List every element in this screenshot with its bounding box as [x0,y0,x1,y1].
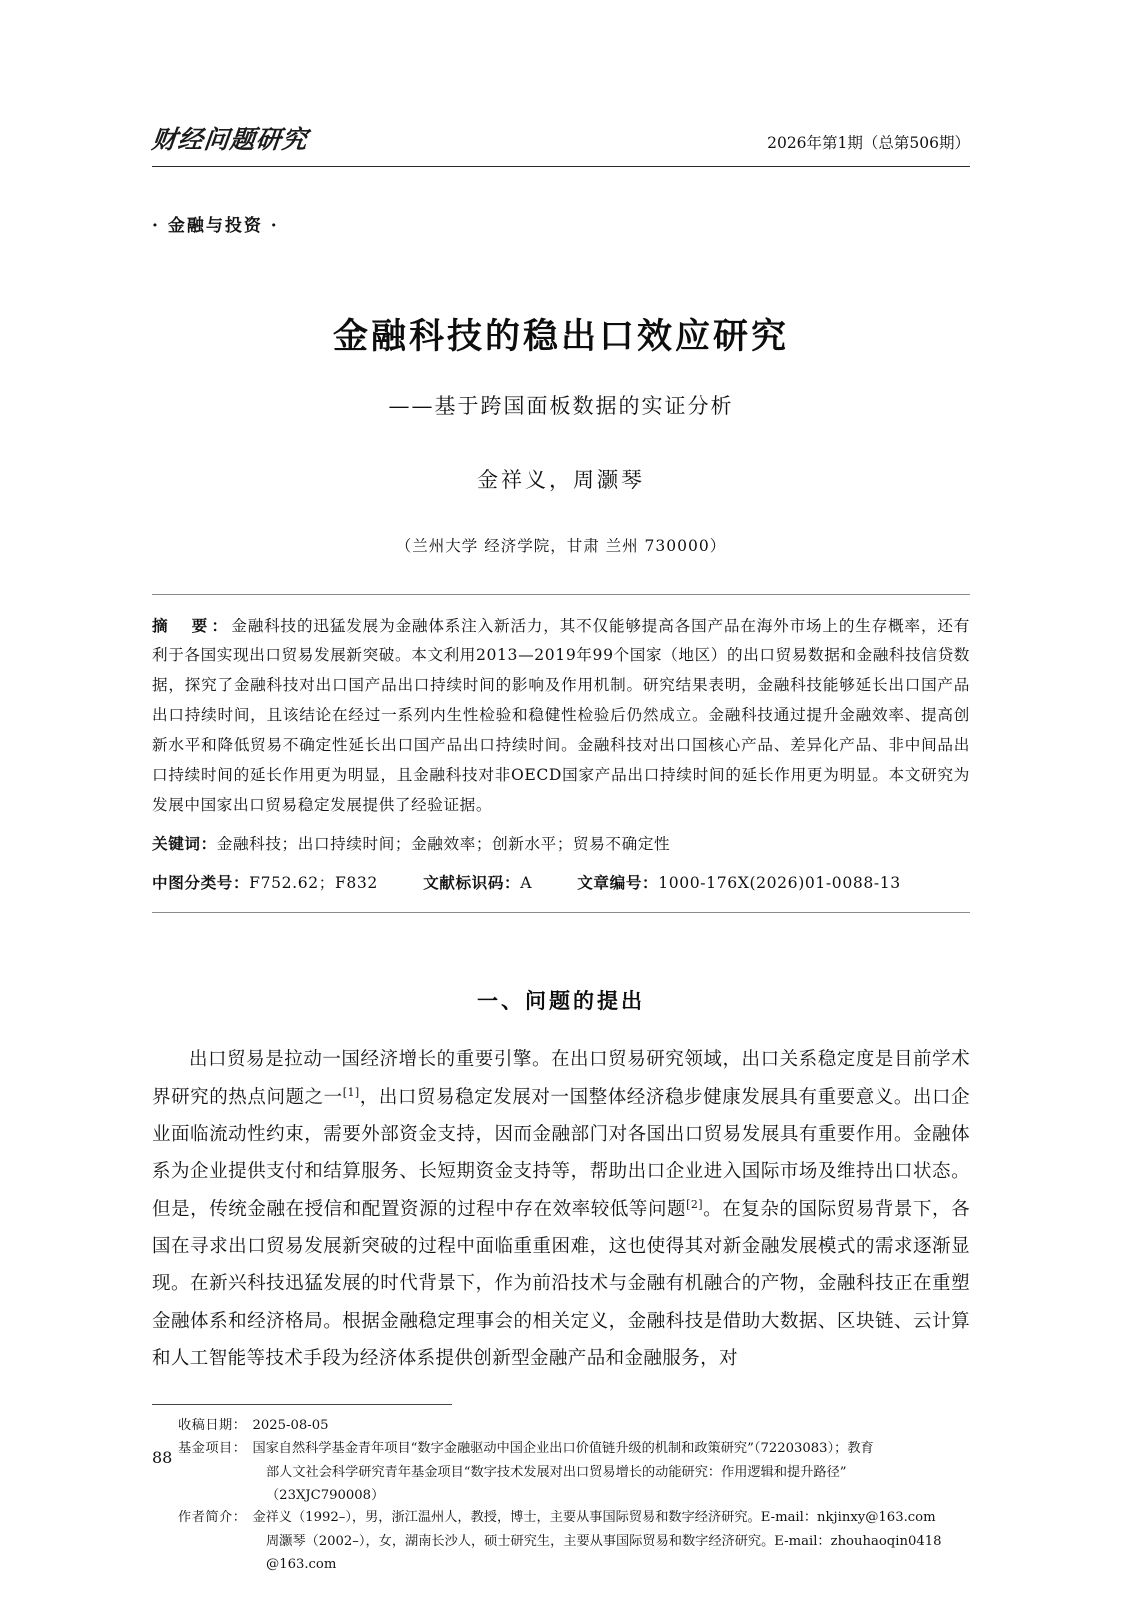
article-id-value: 1000-176X(2026)01-0088-13 [658,873,901,892]
journal-logo: 财经问题研究 [150,125,310,154]
abstract-top-divider [152,594,970,595]
issue-line: 2026年第1期（总第506期） [767,134,970,152]
footnote-fund-cont-2 [152,1485,970,1508]
keywords-line [152,829,970,860]
author-value-line3: @163.com [266,1556,337,1572]
author-label: 作者简介： [178,1510,247,1526]
footnote-divider [152,1404,452,1405]
doc-type-value: A [520,873,533,892]
footnote-fund [152,1438,970,1461]
paragraph-part-2: ，出口贸易稳定发展对一国整体经济稳步健康发展具有重要意义。出口企业面临流动性约束，需要外部资金支持，因而金融部门对各国出口贸易发展具有重要作用。金融体系为企业提供支付和结算服务、长短期资金支持等，帮助出口企业进入国际市场及维持出口状态。但是，传统金融在授信和配置资源的过程中存在效率较低等问题 [152,1086,970,1220]
footnote-author-cont-2 [152,1554,970,1577]
page-content [152,120,970,1576]
classification-line [152,868,970,899]
title-block [152,314,970,556]
paper-subtitle: ——基于跨国面板数据的实证分析 [388,393,734,418]
author-value: 金祥义（1992–），男，浙江温州人，教授，博士，主要从事国际贸易和数字经济研究。E-mail：nkjinxy@163.com [252,1510,936,1526]
abstract-bottom-divider [152,912,970,913]
footnote-author [152,1507,970,1530]
fund-value-line2: 部人文社会科学研究青年基金项目“数字技术发展对出口贸易增长的动能研究：作用逻辑和提升路径” [266,1464,847,1480]
paragraph-part-1: 出口贸易是拉动一国经济增长的重要引擎。在出口贸易研究领域，出口关系稳定度是目前学术界研究的热点问题之一 [152,1049,970,1108]
fund-value-line3: （23XJC790008） [266,1487,385,1503]
paragraph-part-3: 。在复杂的国际贸易背景下，各国在寻求出口贸易发展新突破的过程中面临重重困难，这也使得其对新金融发展模式的需求逐渐显现。在新兴科技迅猛发展的时代背景下，作为前沿技术与金融有机融合的产物，金融科技正在重塑金融体系和经济格局。根据金融稳定理事会的相关定义，金融科技是借助大数据、区块链、云计算和人工智能等技术手段为经济体系提供创新型金融产品和金融服务，对 [152,1198,971,1370]
abstract-label: 摘 要： [152,615,232,635]
clc-value: F752.62；F832 [249,873,378,892]
article-id-label: 文章编号： [577,872,659,892]
footnote-author-cont-1 [152,1531,970,1554]
fund-label: 基金项目： [178,1441,247,1457]
column-label: · 金融与投资 · [152,216,279,236]
footnote-received [152,1415,970,1438]
clc-label: 中图分类号： [152,872,250,892]
abstract [152,611,970,822]
page-title: 金融科技的稳出口效应研究 [332,316,789,357]
abstract-text: 金融科技的迅猛发展为金融体系注入新活力，其不仅能够提高各国产品在海外市场上的生存概率，还有利于各国实现出口贸易发展新突破。本文利用2013—2019年99个国家（地区）的出口贸易数据和金融科技信贷数据，探究了金融科技对出口国产品出口持续时间的影响及作用机制。研究结果表明，金融科技能够延长出口国产品出口持续时间，且该结论在经过一系列内生性检验和稳健性检验后仍然成立。金融科技通过提升金融效率、提高创新水平和降低贸易不确定性延长出口国产品出口持续时间。金融科技对出口国核心产品、差异化产品、非中间品出口持续时间的延长作用更为明显，且金融科技对非OECD国家产品出口持续时间的延长作用更为明显。本文研究为发展中国家出口贸易稳定发展提供了经验证据。 [152,616,970,815]
masthead [152,120,970,164]
keywords-label: 关键词： [152,834,217,854]
footnote-fund-cont-1 [152,1462,970,1485]
section-heading: 一、问题的提出 [477,988,645,1014]
received-value: 2025-08-05 [252,1417,329,1433]
page-number: 88 [152,1448,173,1467]
received-label: 收稿日期： [178,1417,247,1433]
author-list: 金祥义，周灏琴 [477,467,645,492]
footnotes [152,1415,970,1577]
fund-value: 国家自然科学基金青年项目“数字金融驱动中国企业出口价值链升级的机制和政策研究”（72203083）；教育 [252,1441,874,1457]
reference-marker-1: [1] [342,1085,360,1099]
doc-type-label: 文献标识码： [423,872,521,892]
affiliation: （兰州大学 经济学院，甘肃 兰州 730000） [395,536,727,555]
masthead-divider [152,166,970,167]
keywords-text: 金融科技；出口持续时间；金融效率；创新水平；贸易不确定性 [216,835,671,854]
reference-marker-2: [2] [686,1197,703,1211]
body-paragraph [152,1041,970,1377]
author-value-line2: 周灏琴（2002–），女，湖南长沙人，硕士研究生，主要从事国际贸易和数字经济研究。E-mail：zhouhaoqin0418 [266,1534,942,1550]
